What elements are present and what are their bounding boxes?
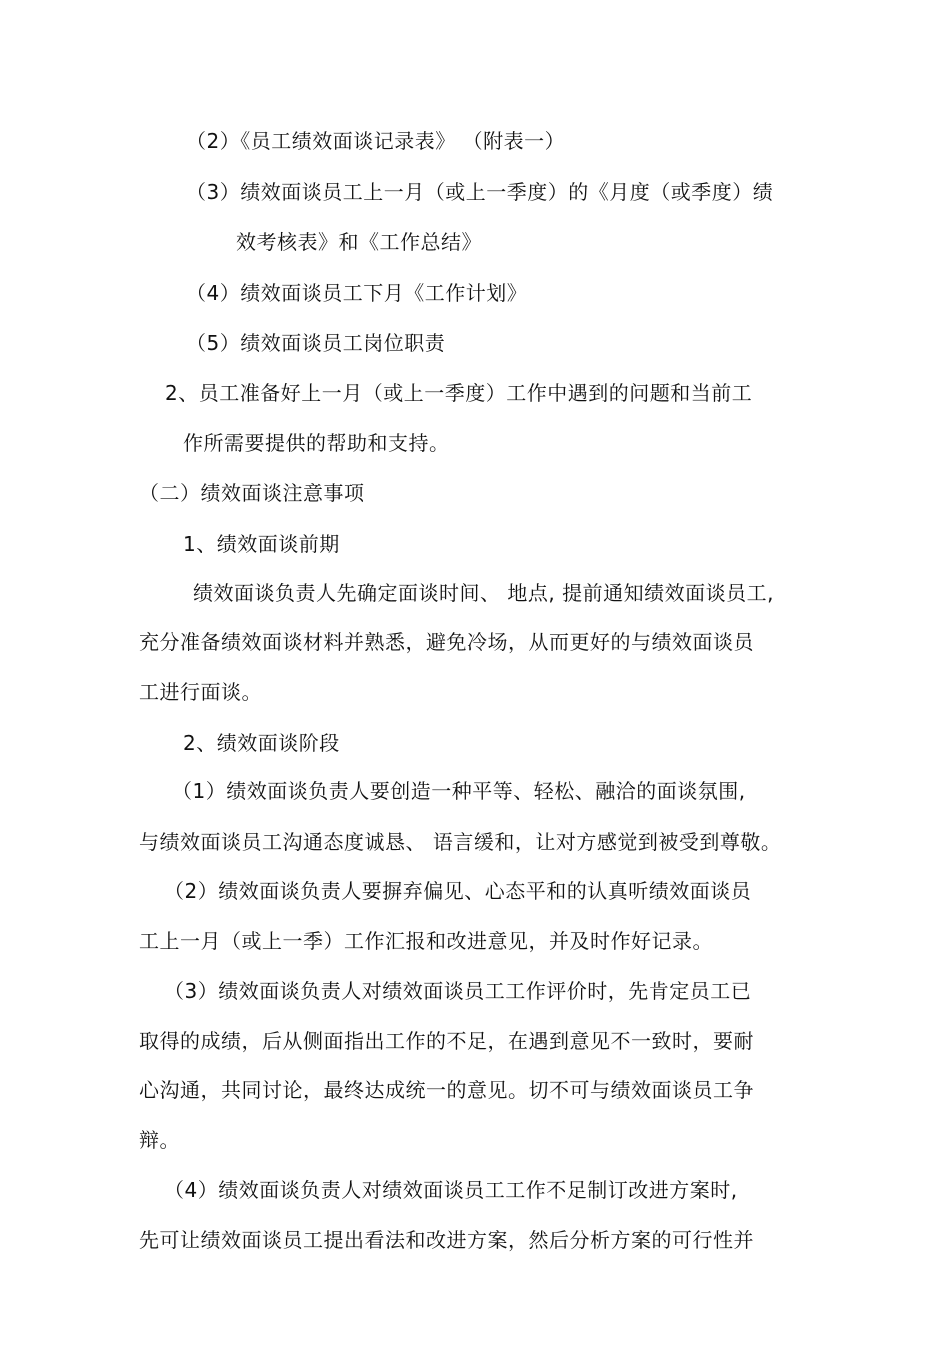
paragraph-stage-4-cont: 先可让绩效面谈员工提出看法和改进方案，然后分析方案的可行性并 (139, 1228, 754, 1252)
list-item-record-form: （2）《员工绩效面谈记录表》 （附表一） (186, 129, 566, 153)
list-item-job-duties: （5）绩效面谈员工岗位职责 (186, 331, 446, 355)
paragraph-stage-2: （2）绩效面谈负责人要摒弃偏见、心态平和的认真听绩效面谈员 (164, 879, 752, 903)
subheading-interview-stage: 2、绩效面谈阶段 (183, 731, 340, 755)
paragraph-stage-3-cont2: 心沟通，共同讨论，最终达成统一的意见。切不可与绩效面谈员工争 (139, 1078, 754, 1102)
paragraph-stage-3-cont3: 辩。 (139, 1128, 180, 1152)
paragraph-pre-interview-cont2: 工进行面谈。 (139, 680, 262, 704)
paragraph-employee-prep-cont: 作所需要提供的帮助和支持。 (183, 431, 450, 455)
list-item-previous-assessment: （3）绩效面谈员工上一月（或上一季度）的《月度（或季度）绩 (186, 180, 774, 204)
paragraph-stage-1: （1）绩效面谈负责人要创造一种平等、轻松、融洽的面谈氛围, (172, 779, 746, 803)
paragraph-stage-4: （4）绩效面谈负责人对绩效面谈员工工作不足制订改进方案时, (164, 1178, 738, 1202)
paragraph-stage-3-cont1: 取得的成绩，后从侧面指出工作的不足，在遇到意见不一致时，要耐 (139, 1029, 754, 1053)
list-item-previous-assessment-cont: 效考核表》和《工作总结》 (236, 230, 482, 254)
paragraph-employee-prep: 2、员工准备好上一月（或上一季度）工作中遇到的问题和当前工 (165, 381, 753, 405)
subheading-pre-interview: 1、绩效面谈前期 (183, 532, 340, 556)
paragraph-stage-2-cont: 工上一月（或上一季）工作汇报和改进意见，并及时作好记录。 (139, 929, 713, 953)
paragraph-pre-interview-cont1: 充分准备绩效面谈材料并熟悉，避免冷场，从而更好的与绩效面谈员 (139, 630, 754, 654)
list-item-work-plan: （4）绩效面谈员工下月《工作计划》 (186, 281, 528, 305)
paragraph-stage-1-cont: 与绩效面谈员工沟通态度诚恳、 语言缓和，让对方感觉到被受到尊敬。 (139, 830, 782, 854)
section-heading-notes: （二）绩效面谈注意事项 (139, 481, 365, 505)
paragraph-pre-interview: 绩效面谈负责人先确定面谈时间、 地点, 提前通知绩效面谈员工, (193, 581, 774, 605)
paragraph-stage-3: （3）绩效面谈负责人对绩效面谈员工工作评价时，先肯定员工已 (164, 979, 752, 1003)
